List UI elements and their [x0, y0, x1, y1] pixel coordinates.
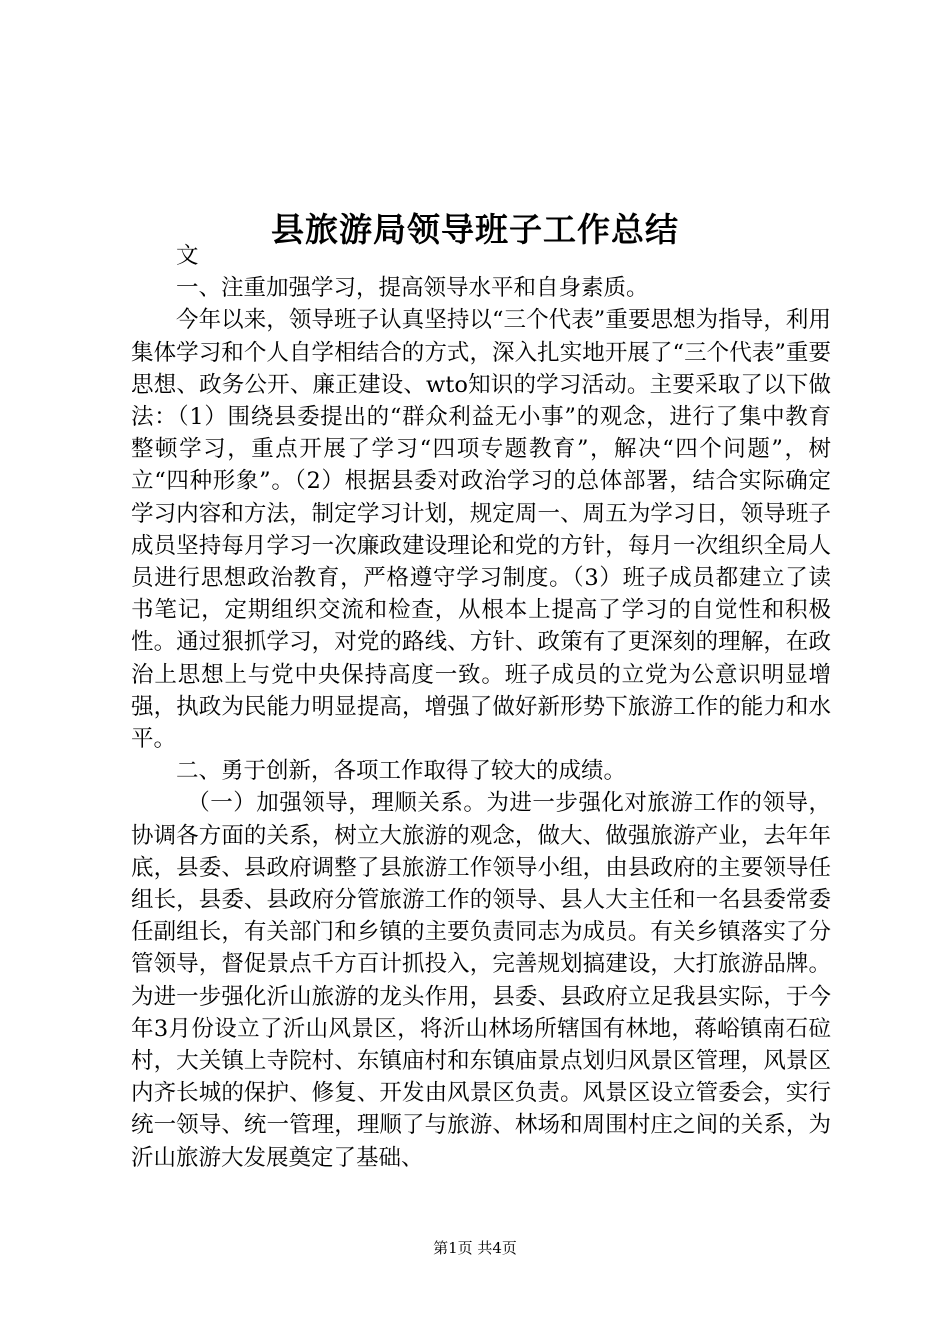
heading-section-2: 二、勇于创新，各项工作取得了较大的成绩。 [176, 758, 627, 785]
heading-section-1: 一、注重加强学习，提高领导水平和自身素质。 [176, 275, 649, 302]
paragraph-leadership: （一）加强领导，理顺关系。为进一步强化对旅游工作的领导，协调各方面的关系，树立大旅游的观念，做大、做强旅游产业，去年年底，县委、县政府调整了县旅游工作领导小组，由县政府的主要领导任组长，县委、县政府分管旅游工作的领导、县人大主任和一名县委常委任副组长，有关部门和乡镇的主要负责同志为成员。有关乡镇落实了分管领导，督促景点千方百计抓投入，完善规划搞建设，大打旅游品牌。为进一步强化沂山旅游的龙头作用，县委、县政府立足我县实际，于今年3月份设立了沂山风景区，将沂山林场所辖国有林地，蒋峪镇南石砬村，大关镇上寺院村、东镇庙村和东镇庙景点划归风景区管理，风景区内齐长城的保护、修复、开发由风景区负责。风景区设立管委会，实行统一领导、统一管理，理顺了与旅游、林场和周围村庄之间的关系，为沂山旅游大发展奠定了基础、 [131, 790, 831, 1171]
document-body [131, 240, 831, 1174]
paragraph-study-activities: 今年以来，领导班子认真坚持以“三个代表”重要思想为指导，利用集体学习和个人自学相结合的方式，深入扎实地开展了“三个代表”重要思想、政务公开、廉正建设、wto知识的学习活动。主要采取了以下做法：（1）围绕县委提出的“群众利益无小事”的观念，进行了集中教育整顿学习，重点开展了学习“四项专题教育”，解决“四个问题”，树立“四种形象”。（2）根据县委对政治学习的总体部署，结合实际确定学习内容和方法，制定学习计划，规定周一、周五为学习日，领导班子成员坚持每月学习一次廉政建设理论和党的方针，每月一次组织全局人员进行思想政治教育，严格遵守学习制度。（3）班子成员都建立了读书笔记，定期组织交流和检查，从根本上提高了学习的自觉性和积极性。通过狠抓学习，对党的路线、方针、政策有了更深刻的理解，在政治上思想上与党中央保持高度一致。班子成员的立党为公意识明显增强，执政为民能力明显提高，增强了做好新形势下旅游工作的能力和水平。 [131, 307, 831, 753]
document-title: 县旅游局领导班子工作总结 [271, 210, 679, 250]
paragraph-author: 文 [176, 243, 199, 269]
page-number-footer: 第1页 共4页 [433, 1239, 517, 1257]
